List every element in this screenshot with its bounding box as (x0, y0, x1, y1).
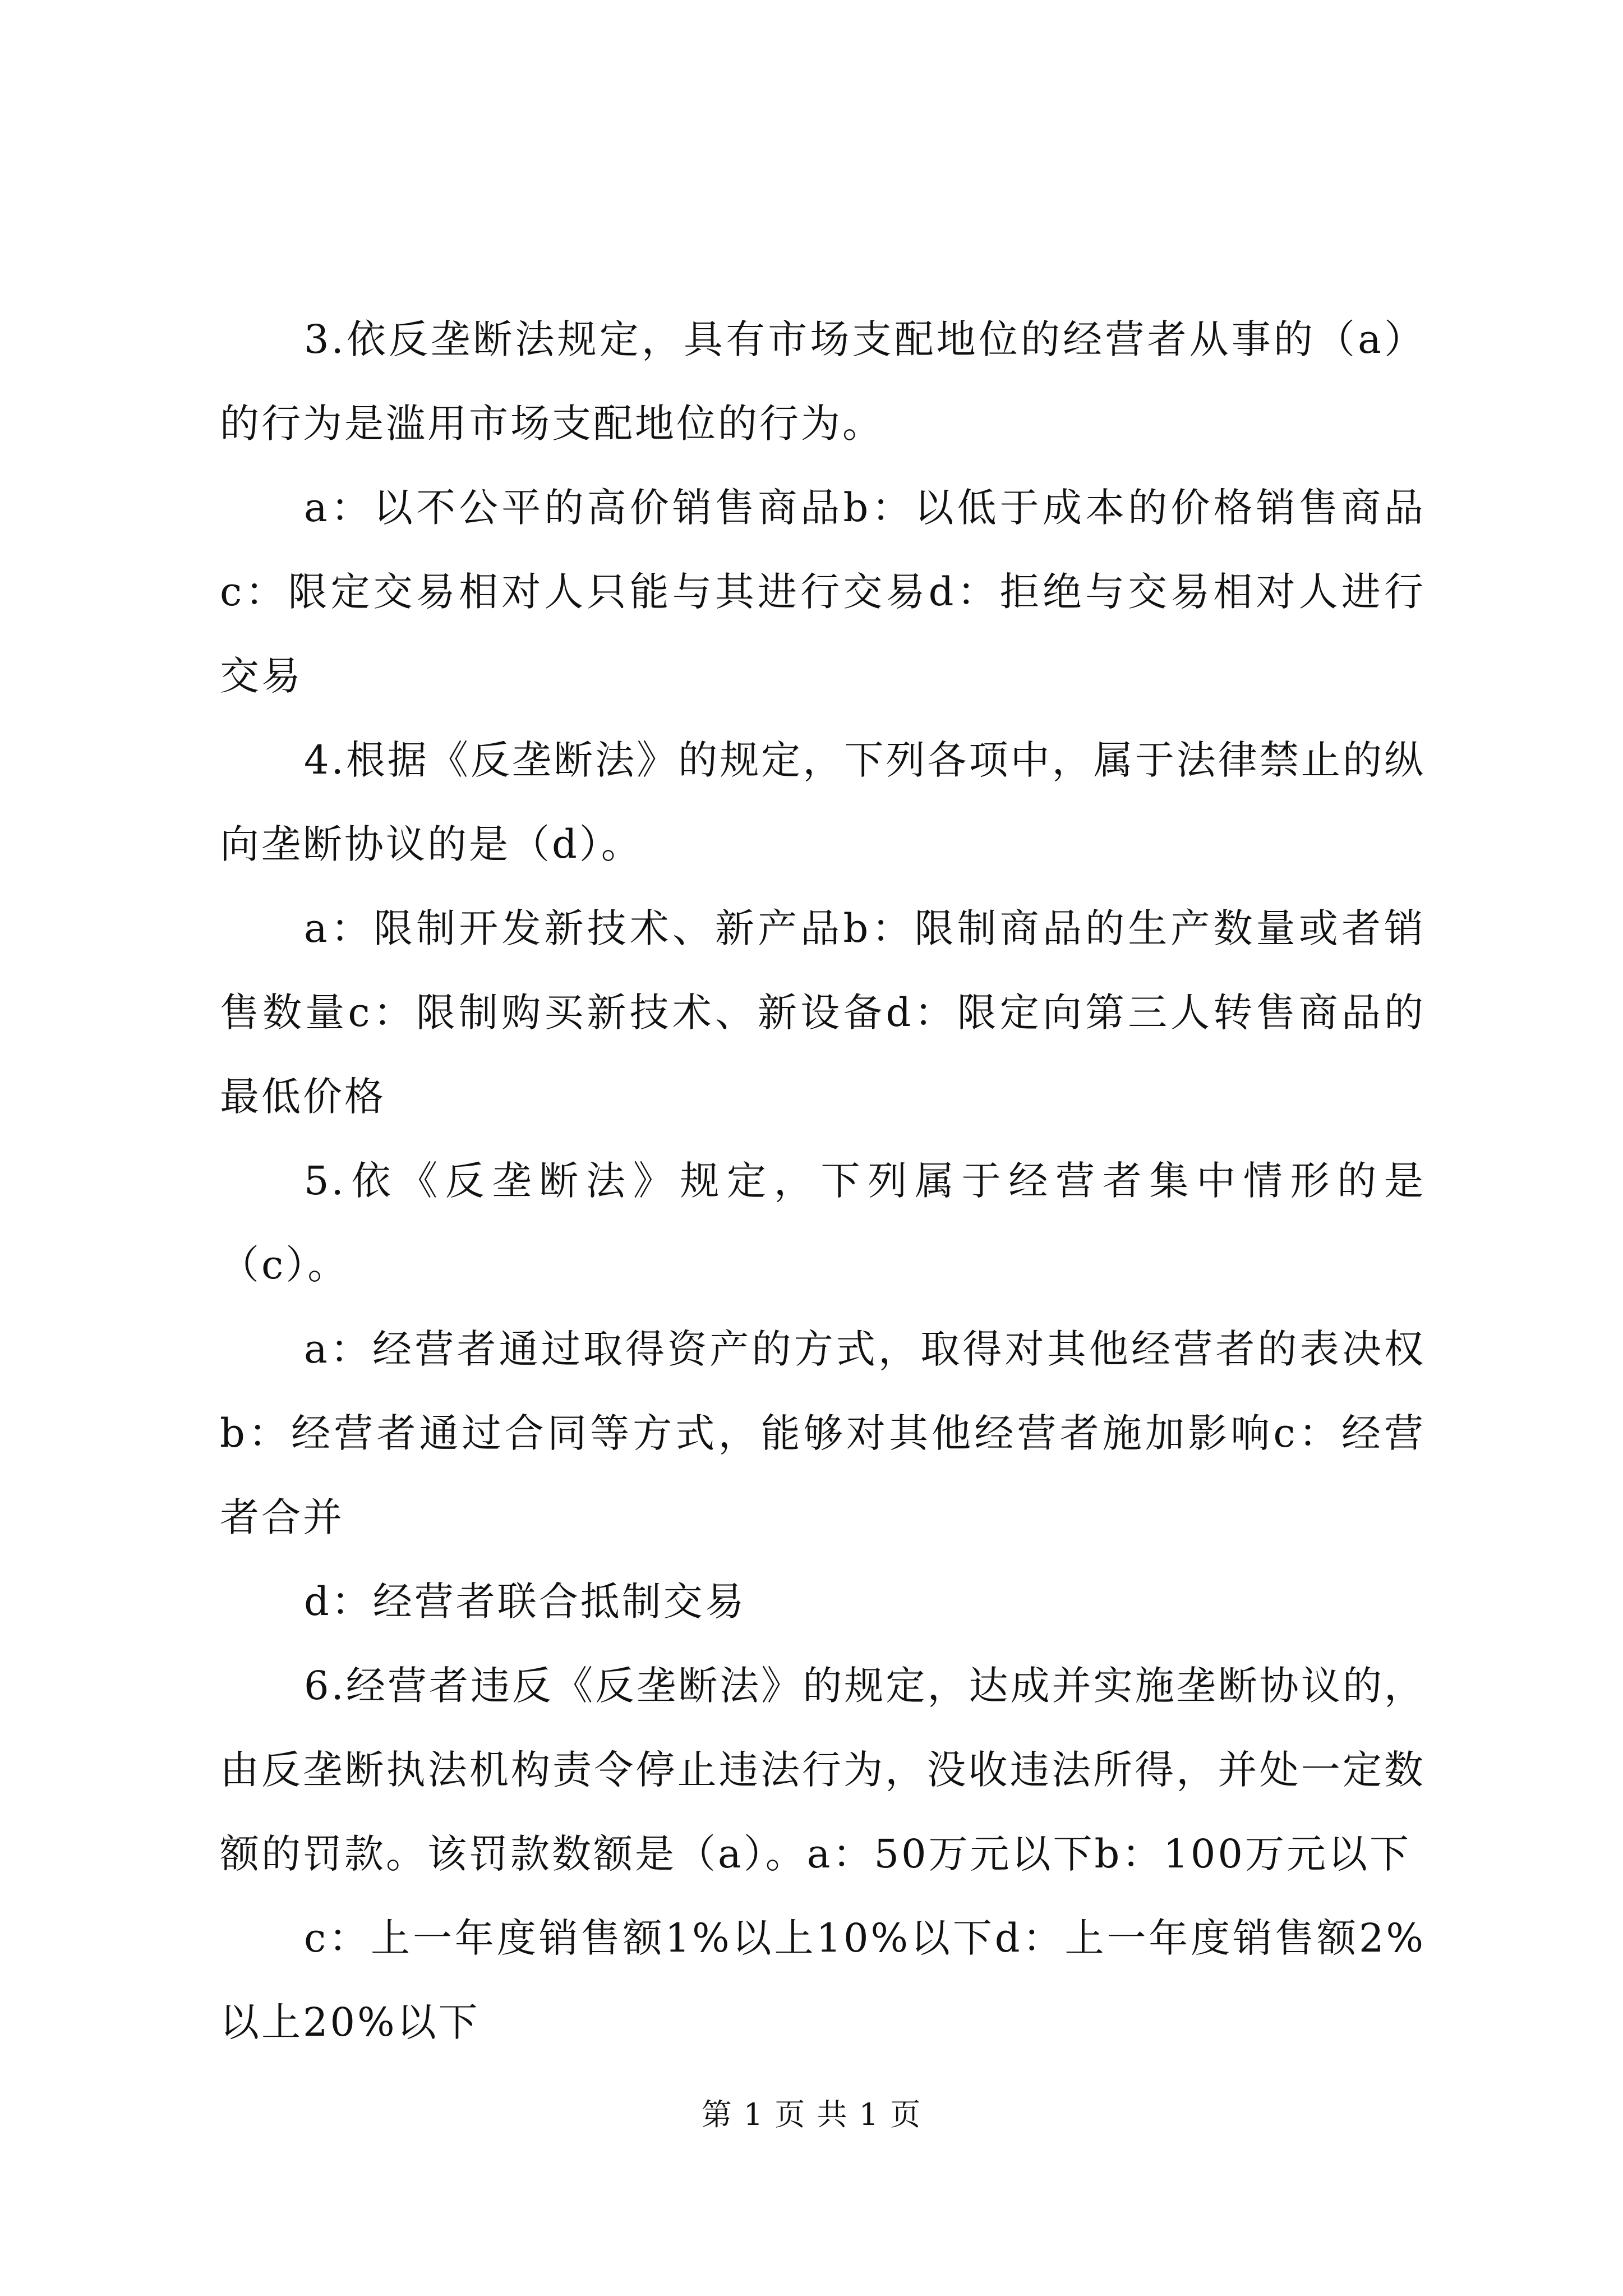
document-body (220, 297, 1426, 2064)
question-3: 3.依反垄断法规定，具有市场支配地位的经营者从事的（a）的行为是滥用市场支配地位的行为。 (220, 316, 1426, 447)
page-number-footer: 第 1 页 共 1 页 (701, 2097, 922, 2132)
question-6: 6.经营者违反《反垄断法》的规定，达成并实施垄断协议的，由反垄断执法机构责令停止违法行为，没收违法所得，并处一定数额的罚款。该罚款数额是（a）。a：50万元以下b：100万元以下 (220, 1663, 1426, 1877)
question-6-options: c：上一年度销售额1%以上10%以下d：上一年度销售额2%以上20%以下 (220, 1915, 1426, 2045)
question-4-options: a：限制开发新技术、新产品b：限制商品的生产数量或者销售数量c：限制购买新技术、新设备d：限定向第三人转售商品的最低价格 (220, 905, 1426, 1120)
question-3-options: a：以不公平的高价销售商品b：以低于成本的价格销售商品c：限定交易相对人只能与其进行交易d：拒绝与交易相对人进行交易 (220, 485, 1426, 699)
question-5: 5.依《反垄断法》规定，下列属于经营者集中情形的是（c）。 (220, 1158, 1426, 1288)
question-5-options: a：经营者通过取得资产的方式，取得对其他经营者的表决权b：经营者通过合同等方式，能够对其他经营者施加影响c：经营者合并 (220, 1326, 1426, 1540)
question-4: 4.根据《反垄断法》的规定，下列各项中，属于法律禁止的纵向垄断协议的是（d）。 (220, 737, 1426, 867)
question-5-option-d: d：经营者联合抵制交易 (304, 1579, 746, 1625)
